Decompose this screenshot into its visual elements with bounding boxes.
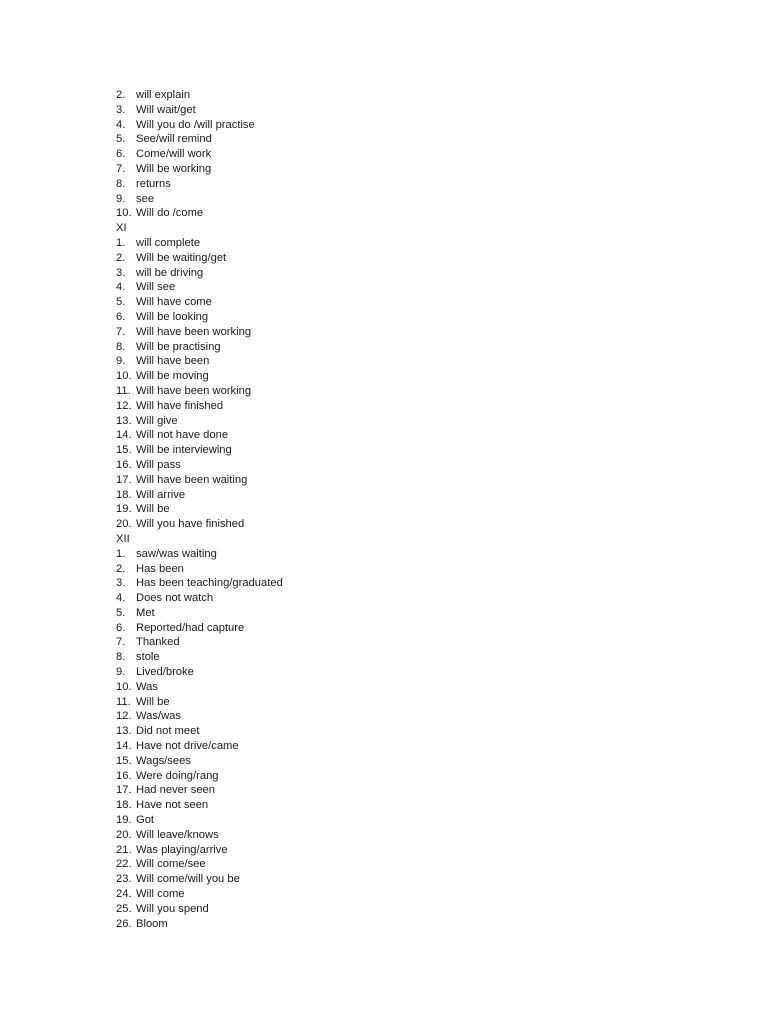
list-item [116,709,516,724]
item-number: 3. [116,577,126,590]
item-answer: Was playing/arrive [136,843,228,856]
item-answer: will explain [136,89,191,101]
item-answer: Will have been [136,355,210,368]
list-item [116,310,516,325]
item-answer: see [136,192,155,205]
list-item [116,547,516,562]
item-answer: Will you spend [136,902,209,915]
item-answer: Met [136,606,155,619]
item-answer: Will be looking [136,310,209,323]
item-answer: Thanked [136,636,180,649]
item-answer: Does not watch [136,592,214,605]
list-item [116,354,516,369]
item-answer: Will arrive [136,488,186,501]
item-answer: Will see [136,281,176,294]
list-item [116,857,516,872]
item-number: 25. [116,902,132,915]
list-item [116,872,516,887]
list-item [116,739,516,754]
list-item [116,724,516,739]
item-answer: Will have finished [136,399,224,412]
section-heading: XI [116,222,127,235]
item-number: 7. [116,325,126,338]
item-answer: Has been teaching/graduated [136,577,283,590]
item-answer: Have not seen [136,799,209,812]
item-number: 4. [116,592,126,605]
list-item [116,754,516,769]
item-number: 5. [116,133,126,146]
list-item [116,399,516,414]
item-answer: Were doing/rang [136,769,219,782]
item-number: 9. [116,355,126,368]
item-answer: Will have been working [136,325,252,338]
item-answer: Did not meet [136,725,200,738]
list-item [116,384,516,399]
item-answer: Come/will work [136,148,212,161]
item-answer: Got [136,814,155,827]
item-number: 1. [116,547,126,560]
list-item [116,325,516,340]
item-number: 23. [116,873,132,886]
item-number: 13. [116,725,132,738]
answer-list [116,88,516,931]
list-item [116,843,516,858]
list-item [116,118,516,133]
list-item [116,769,516,784]
item-number: 19. [116,503,132,516]
item-answer: Will be [136,503,170,516]
list-item [116,473,516,488]
item-number: 13. [116,414,132,427]
item-answer: Will you have finished [136,518,245,531]
item-answer: will complete [136,236,201,249]
item-answer: Had never seen [136,784,215,797]
item-answer: Will have come [136,296,212,309]
item-answer: Will you do /will practise [136,118,255,131]
item-number: 2. [116,562,126,575]
item-number: 12. [116,399,132,412]
list-item [116,103,516,118]
item-answer: Was/was [136,710,181,723]
list-item [116,680,516,695]
item-answer: stole [136,651,160,664]
item-number: 14. [116,429,132,442]
list-item [116,917,516,932]
item-number: 8. [116,177,126,190]
item-number: 22. [116,858,132,871]
list-item [116,576,516,591]
item-answer: Will leave/knows [136,828,219,841]
list-item [116,266,516,281]
item-answer: Will be working [136,162,212,175]
item-answer: Will not have done [136,429,229,442]
list-item [116,414,516,429]
item-answer: Will come/see [136,858,206,871]
item-number: 10. [116,370,132,383]
item-answer: Has been [136,562,184,575]
list-item [116,813,516,828]
item-answer: Bloom [136,917,168,930]
list-item [116,665,516,680]
item-answer: Reported/had capture [136,621,245,634]
item-answer: Will do /come [136,207,204,220]
list-item [116,783,516,798]
list-item [116,236,516,251]
item-number: 6. [116,148,126,161]
item-number: 11. [116,695,131,708]
item-number: 17. [116,473,132,486]
item-number: 6. [116,621,126,634]
item-answer: Will pass [136,458,181,471]
item-answer: Will have been waiting [136,473,248,486]
list-item [116,88,516,103]
item-answer: Was [136,680,158,693]
item-number: 10. [116,680,132,693]
item-number: 15. [116,754,132,767]
item-answer: Will come/will you be [136,873,240,886]
item-number: 26. [116,917,132,930]
item-answer: Will be [136,695,170,708]
item-number: 20. [116,518,132,531]
item-number: 16. [116,458,132,471]
item-answer: Wags/sees [136,754,191,767]
item-number: 21. [116,843,132,856]
item-number: 7. [116,162,126,175]
item-number: 24. [116,888,132,901]
list-item [116,591,516,606]
item-answer: Have not drive/came [136,740,239,753]
item-number: 18. [116,799,132,812]
item-answer: Will be moving [136,370,209,383]
list-item [116,798,516,813]
item-number: 7. [116,636,126,649]
item-number: 16. [116,769,132,782]
item-answer: returns [136,177,171,190]
item-answer: Will be waiting/get [136,251,227,264]
list-item [116,192,516,207]
list-item [116,162,516,177]
item-number: 10. [116,207,132,220]
section-heading: XII [116,532,130,545]
item-number: 3. [116,103,126,116]
item-answer: Will come [136,888,185,901]
list-item [116,340,516,355]
list-item [116,902,516,917]
item-number: 2. [116,89,126,101]
list-item [116,295,516,310]
item-number: 15. [116,444,132,457]
item-number: 5. [116,296,126,309]
item-number: 5. [116,606,126,619]
list-item [116,621,516,636]
list-item [116,369,516,384]
list-item [116,132,516,147]
item-answer: Will be practising [136,340,221,353]
list-item [116,562,516,577]
item-answer: Will be interviewing [136,444,232,457]
item-number: 11. [116,384,131,397]
list-item [116,650,516,665]
item-number: 8. [116,340,126,353]
item-answer: Will wait/get [136,103,196,116]
item-number: 9. [116,192,126,205]
list-item [116,206,516,221]
list-item [116,828,516,843]
item-number: 18. [116,488,132,501]
item-number: 20. [116,828,132,841]
item-number: 1. [116,236,126,249]
item-answer: Will have been working [136,384,252,397]
list-item [116,488,516,503]
item-number: 3. [116,266,126,279]
list-item [116,517,516,532]
item-number: 8. [116,651,126,664]
list-item [116,458,516,473]
list-item [116,443,516,458]
item-answer: Will give [136,414,178,427]
item-number: 19. [116,814,132,827]
item-number: 9. [116,666,126,679]
item-number: 14. [116,740,132,753]
item-number: 2. [116,251,126,264]
list-item [116,695,516,710]
list-item [116,280,516,295]
list-item [116,887,516,902]
item-number: 6. [116,310,126,323]
item-answer: will be driving [136,266,204,279]
list-item [116,606,516,621]
item-number: 17. [116,784,132,797]
list-item [116,428,516,443]
item-answer: saw/was waiting [136,547,217,560]
list-item [116,177,516,192]
list-item [116,635,516,650]
item-answer: See/will remind [136,133,212,146]
list-item [116,147,516,162]
item-number: 4. [116,281,126,294]
list-item [116,502,516,517]
item-answer: Lived/broke [136,666,194,679]
item-number: 12. [116,710,132,723]
list-item [116,251,516,266]
item-number: 4. [116,118,126,131]
